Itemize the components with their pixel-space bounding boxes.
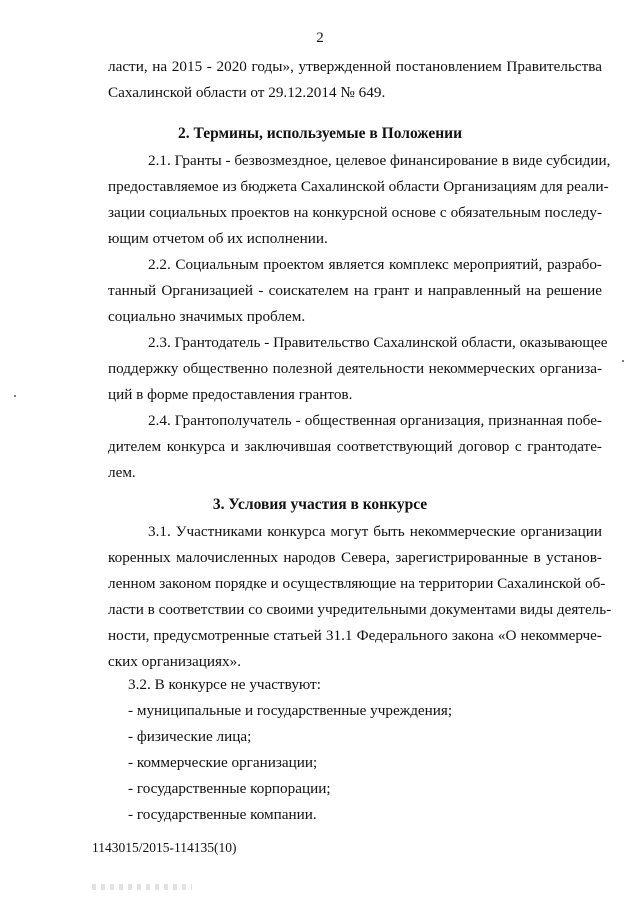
scan-speck <box>622 360 624 362</box>
document-code: 1143015/2015-114135(10) <box>92 840 237 855</box>
paragraph-line: 2.3. Грантодатель - Правительство Сахалинской области, оказывающее <box>148 334 608 351</box>
paragraph-line: 2.1. Гранты - безвозмездное, целевое финансирование в виде субсидии, <box>148 152 611 169</box>
intro-line: Сахалинской области от 29.12.2014 № 649. <box>108 84 386 101</box>
intro-paragraph <box>108 54 602 106</box>
paragraph-line: лем. <box>108 464 136 481</box>
paragraph-3-1 <box>108 519 612 675</box>
paragraph-line: ций в форме предоставления грантов. <box>108 386 353 403</box>
list-item: - государственные корпорации; <box>128 780 331 797</box>
paragraph-2-3 <box>108 330 608 408</box>
page-number: 2 <box>316 30 324 46</box>
paragraph-line: ласти в соответствии со своими учредительными документами виды деятель- <box>108 601 612 618</box>
scan-noise <box>92 884 192 890</box>
paragraph-line: поддержку общественно полезной деятельности некоммерческих организа- <box>108 360 602 377</box>
paragraph-line: танный Организацией - соискателем на грант и направленный на решение <box>108 282 602 299</box>
paragraph-line: предоставляемое из бюджета Сахалинской области Организациям для реали- <box>108 178 609 195</box>
paragraph-line: социально значимых проблем. <box>108 308 306 325</box>
list-item: - физические лица; <box>128 728 252 745</box>
paragraph-2-4 <box>108 408 602 486</box>
paragraph-line: ности, предусмотренные статьей 31.1 Федерального закона «О некоммерче- <box>108 627 602 644</box>
intro-line: ласти, на 2015 - 2020 годы», утвержденной постановлением Правительства <box>108 58 602 75</box>
paragraph-3-2: 3.2. В конкурсе не участвуют: <box>128 676 321 693</box>
paragraph-line: ющим отчетом об их исполнении. <box>108 230 328 247</box>
paragraph-line: ских организациях». <box>108 653 242 670</box>
paragraph-line: коренных малочисленных народов Севера, зарегистрированные в установ- <box>108 549 602 566</box>
paragraph-line: 2.2. Социальным проектом является комплекс мероприятий, разрабо- <box>148 256 602 273</box>
list-item: - коммерческие организации; <box>128 754 318 771</box>
paragraph-line: ленном законом порядке и осуществляющие на территории Сахалинской об- <box>108 575 606 592</box>
list-item: - государственные компании. <box>128 806 317 823</box>
paragraph-2-2 <box>108 252 602 330</box>
list-item: - муниципальные и государственные учреждения; <box>128 702 453 719</box>
paragraph-line: 2.4. Грантополучатель - общественная организация, признанная побе- <box>148 412 602 429</box>
paragraph-line: зации социальных проектов на конкурсной основе с обязательным последу- <box>108 204 602 221</box>
section-3-heading: 3. Условия участия в конкурсе <box>212 496 428 513</box>
section-2-heading: 2. Термины, используемые в Положении <box>177 125 463 142</box>
paragraph-2-1 <box>108 148 611 252</box>
scan-speck <box>14 395 16 397</box>
paragraph-line: дителем конкурса и заключившая соответствующий договор с грантодате- <box>108 438 602 455</box>
paragraph-line: 3.1. Участниками конкурса могут быть некоммерческие организации <box>148 523 602 540</box>
